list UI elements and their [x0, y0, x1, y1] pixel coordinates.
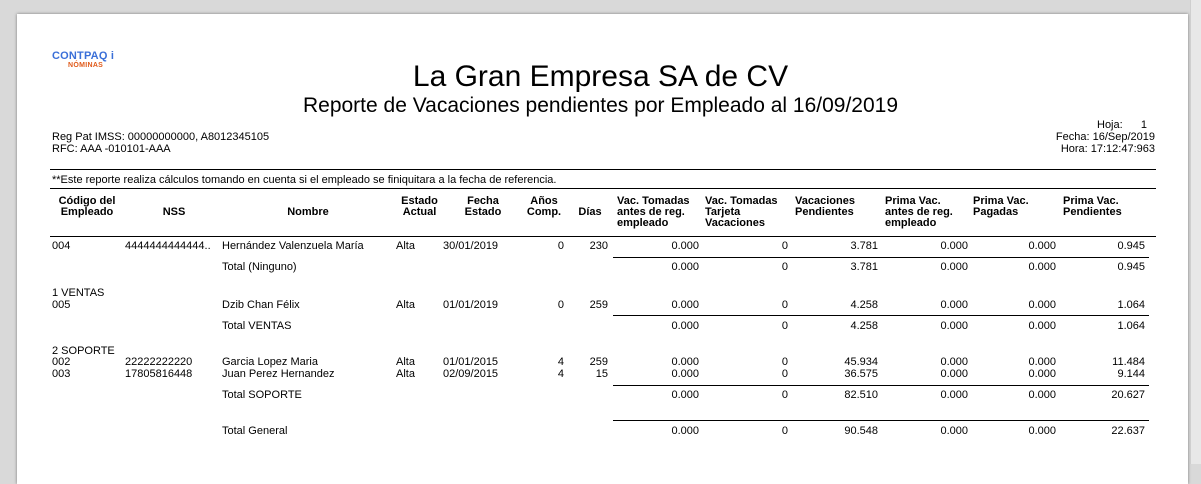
col-anios-line1: Años [530, 195, 558, 207]
cell-prima-pend: 1.064 [1117, 299, 1145, 311]
cell-anios: 0 [557, 240, 564, 252]
cell-dias: 230 [589, 240, 608, 252]
cell-nombre: Garcia Lopez Maria [222, 356, 318, 368]
col-vac-pend-line2: Pendientes [795, 206, 854, 218]
col-prima-antes-line3: empleado [885, 217, 937, 229]
report-date: Fecha: 16/Sep/2019 [1055, 131, 1155, 143]
col-dias: Días [578, 206, 602, 218]
separator-note [50, 188, 1156, 189]
grand-total-line [613, 420, 1149, 421]
cell-prima-pag: 0.000 [1028, 299, 1056, 311]
cell-codigo: 003 [52, 368, 71, 380]
cell-codigo: 004 [52, 240, 71, 252]
cell-nss: 17805816448 [125, 368, 193, 380]
col-vac-antes-line3: empleado [617, 217, 669, 229]
separator-top [50, 169, 1156, 170]
cell-anios: 4 [557, 368, 564, 380]
col-prima-pag-line2: Pagadas [973, 206, 1019, 218]
total-label: Total VENTAS [222, 320, 292, 332]
col-prima-pend-line1: Prima Vac. [1063, 195, 1119, 207]
cell-vac-tarjeta: 0 [781, 240, 788, 252]
cell-codigo: 002 [52, 356, 71, 368]
cell-prima-pend: 11.484 [1112, 356, 1145, 368]
col-fecha-line1: Fecha [467, 195, 499, 207]
cell-vac-pend: 3.781 [850, 240, 878, 252]
total-vac-antes: 0.000 [671, 389, 699, 401]
report-time: Hora: 17:12:47:963 [1060, 143, 1155, 155]
total-vac-tarjeta: 0 [781, 320, 788, 332]
col-vac-pend-line1: Vacaciones [795, 195, 855, 207]
cell-vac-tarjeta: 0 [781, 299, 788, 311]
total-prima-antes: 0.000 [940, 389, 968, 401]
cell-anios: 4 [557, 356, 564, 368]
cell-prima-pag: 0.000 [1028, 240, 1056, 252]
cell-anios: 0 [557, 299, 564, 311]
subtotal-line [613, 385, 1149, 386]
cell-estado: Alta [396, 368, 415, 380]
col-prima-antes-line1: Prima Vac. [885, 195, 941, 207]
total-prima-pend: 20.627 [1111, 389, 1145, 401]
cell-prima-antes: 0.000 [940, 299, 968, 311]
cell-prima-pag: 0.000 [1028, 368, 1056, 380]
cell-fecha: 01/01/2019 [443, 299, 499, 311]
cell-prima-pend: 0.945 [1117, 240, 1145, 252]
group-header-ventas: 1 VENTAS [52, 287, 105, 299]
col-fecha-line2: Estado [464, 206, 502, 218]
cell-vac-pend: 4.258 [850, 299, 878, 311]
total-prima-pag: 0.000 [1028, 320, 1056, 332]
total-label: Total (Ninguno) [222, 261, 297, 273]
col-codigo-line1: Código del [58, 195, 116, 207]
col-anios-line2: Comp. [526, 206, 562, 218]
separator-header [50, 236, 1156, 237]
total-vac-pend: 4.258 [850, 320, 878, 332]
cell-codigo: 005 [52, 299, 71, 311]
cell-nss: 4444444444444.. [125, 240, 211, 252]
total-vac-tarjeta: 0 [781, 425, 788, 437]
cell-vac-tarjeta: 0 [781, 356, 788, 368]
total-prima-pag: 0.000 [1028, 261, 1056, 273]
cell-dias: 259 [589, 356, 608, 368]
cell-estado: Alta [396, 299, 415, 311]
cell-fecha: 01/01/2015 [443, 356, 499, 368]
cell-prima-pend: 9.144 [1117, 368, 1145, 380]
logo-product: NÓMINAS [68, 62, 104, 69]
cell-vac-tarjeta: 0 [781, 368, 788, 380]
cell-estado: Alta [396, 240, 415, 252]
cell-prima-antes: 0.000 [940, 240, 968, 252]
col-prima-antes-line2: antes de reg. [885, 206, 953, 218]
subtotal-line [613, 315, 1149, 316]
cell-nombre: Juan Perez Hernandez [222, 368, 335, 380]
subtotal-line [613, 257, 1149, 258]
cell-dias: 15 [595, 368, 608, 380]
col-vac-antes-line2: antes de reg. [617, 206, 685, 218]
total-vac-pend: 90.548 [844, 425, 878, 437]
cell-vac-pend: 45.934 [844, 356, 878, 368]
cell-nss: 22222222220 [125, 356, 193, 368]
cell-prima-pag: 0.000 [1028, 356, 1056, 368]
total-label: Total General [222, 425, 288, 437]
report-note: **Este reporte realiza cálculos tomando en cuenta si el empleado se finiquitara a la fecha de referencia. [52, 174, 557, 186]
total-prima-antes: 0.000 [940, 320, 968, 332]
col-vac-tarjeta-line1: Vac. Tomadas [705, 195, 778, 207]
cell-vac-antes: 0.000 [671, 299, 699, 311]
total-vac-tarjeta: 0 [781, 261, 788, 273]
cell-prima-antes: 0.000 [940, 368, 968, 380]
group-header-soporte: 2 SOPORTE [52, 345, 115, 357]
logo-brand: CONTPAQ i [52, 50, 115, 62]
rfc: RFC: AAA -010101-AAA [52, 143, 171, 155]
total-vac-antes: 0.000 [671, 320, 699, 332]
total-prima-pend: 22.637 [1111, 425, 1145, 437]
cell-vac-antes: 0.000 [671, 368, 699, 380]
total-vac-antes: 0.000 [671, 261, 699, 273]
cell-estado: Alta [396, 356, 415, 368]
col-prima-pag-line1: Prima Vac. [973, 195, 1029, 207]
page-label: Hoja: [1097, 119, 1123, 131]
cell-vac-antes: 0.000 [671, 356, 699, 368]
total-prima-pag: 0.000 [1028, 425, 1056, 437]
col-vac-antes-line1: Vac. Tomadas [617, 195, 690, 207]
cell-vac-pend: 36.575 [844, 368, 878, 380]
company-name: La Gran Empresa SA de CV [412, 60, 789, 93]
total-label: Total SOPORTE [222, 389, 302, 401]
cell-nombre: Hernández Valenzuela María [222, 240, 364, 252]
cell-prima-antes: 0.000 [940, 356, 968, 368]
cell-vac-antes: 0.000 [671, 240, 699, 252]
col-nombre: Nombre [287, 206, 329, 218]
total-prima-pend: 1.064 [1117, 320, 1145, 332]
total-vac-pend: 3.781 [850, 261, 878, 273]
col-estado-line1: Estado [401, 195, 438, 207]
cell-fecha: 30/01/2019 [443, 240, 499, 252]
cell-fecha: 02/09/2015 [443, 368, 499, 380]
total-vac-pend: 82.510 [844, 389, 878, 401]
col-estado-line2: Actual [402, 206, 437, 218]
col-codigo-line2: Empleado [60, 206, 114, 218]
report-title: Reporte de Vacaciones pendientes por Empleado al 16/09/2019 [302, 94, 899, 117]
total-prima-pend: 0.945 [1117, 261, 1145, 273]
total-prima-pag: 0.000 [1028, 389, 1056, 401]
cell-dias: 259 [589, 299, 608, 311]
cell-nombre: Dzib Chan Félix [222, 299, 300, 311]
total-prima-antes: 0.000 [940, 261, 968, 273]
col-nss: NSS [162, 206, 186, 218]
reg-pat-imss: Reg Pat IMSS: 00000000000, A8012345105 [52, 131, 270, 143]
total-prima-antes: 0.000 [940, 425, 968, 437]
total-vac-tarjeta: 0 [781, 389, 788, 401]
col-vac-tarjeta-line2: Tarjeta [705, 206, 741, 218]
page-number: 1 [1140, 119, 1147, 131]
total-vac-antes: 0.000 [671, 425, 699, 437]
col-prima-pend-line2: Pendientes [1063, 206, 1122, 218]
col-vac-tarjeta-line3: Vacaciones [705, 217, 765, 229]
